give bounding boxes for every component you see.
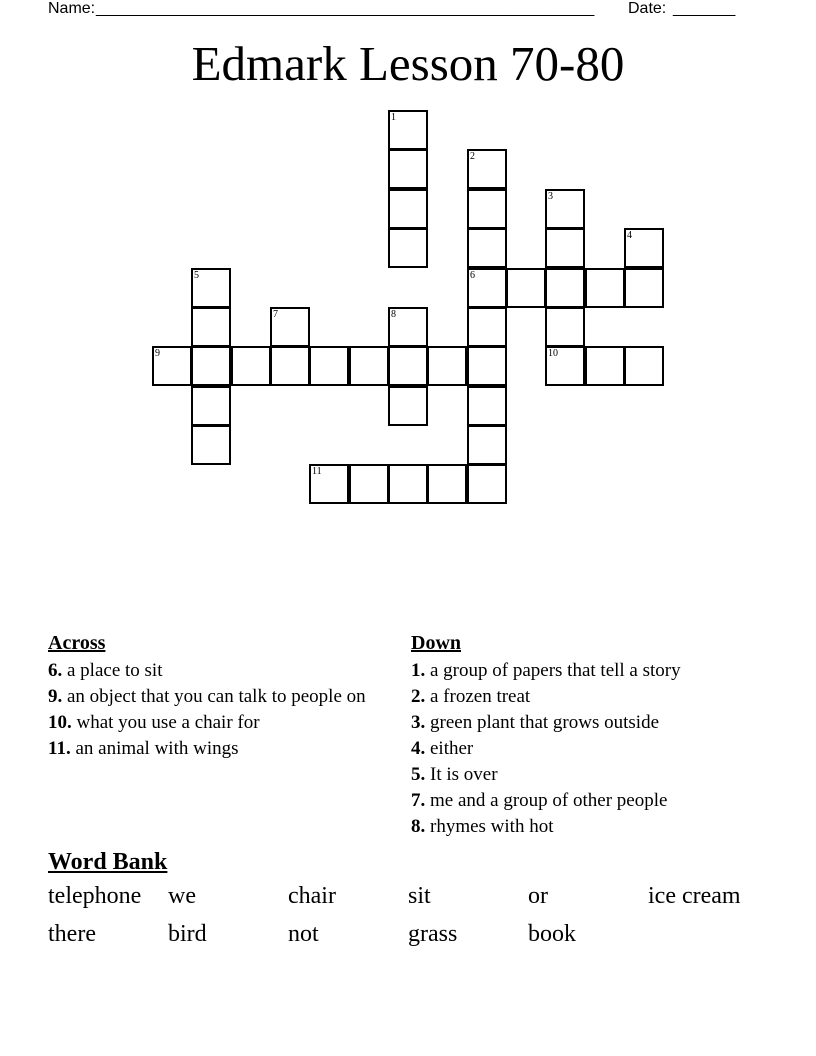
- across-clue: [48, 738, 368, 759]
- crossword-cell[interactable]: [467, 346, 507, 386]
- down-clue: [411, 686, 791, 707]
- clue-number: 10: [548, 348, 558, 359]
- word-bank-item: chair: [288, 883, 336, 909]
- crossword-cell[interactable]: [349, 464, 389, 504]
- clue-number: 7: [273, 309, 278, 320]
- clue-number: 8: [391, 309, 396, 320]
- date-field[interactable]: _______: [673, 0, 736, 17]
- clue-number: 9: [155, 348, 160, 359]
- crossword-cell[interactable]: [191, 386, 231, 426]
- page-title: Edmark Lesson 70-80: [191, 36, 625, 91]
- crossword-cell[interactable]: [349, 346, 389, 386]
- crossword-cell[interactable]: [467, 189, 507, 229]
- word-bank-title: Word Bank: [48, 849, 168, 875]
- word-bank-item: book: [528, 921, 576, 947]
- crossword-cell[interactable]: [427, 464, 467, 504]
- clue-text: a group of papers that tell a story: [430, 660, 681, 681]
- crossword-cell[interactable]: [388, 307, 428, 347]
- clue-text: me and a group of other people: [430, 790, 668, 811]
- crossword-cell[interactable]: [624, 346, 664, 386]
- clue-text: rhymes with hot: [430, 816, 554, 837]
- word-bank-item: not: [288, 921, 319, 947]
- crossword-cell[interactable]: [388, 346, 428, 386]
- crossword-cell[interactable]: [545, 346, 585, 386]
- crossword-cell[interactable]: [270, 307, 310, 347]
- across-clue: [48, 686, 368, 707]
- clue-text: an object that you can talk to people on: [67, 686, 366, 707]
- clue-number: 4: [627, 230, 632, 241]
- down-clue-list: [411, 660, 791, 842]
- clue-num: 7.: [411, 790, 426, 811]
- crossword-cell[interactable]: [388, 228, 428, 268]
- word-bank-item: there: [48, 921, 96, 947]
- crossword-cell[interactable]: [624, 228, 664, 268]
- down-clue: [411, 816, 791, 837]
- crossword-cell[interactable]: [388, 110, 428, 150]
- down-clue: [411, 660, 791, 681]
- clue-text: It is over: [430, 764, 498, 785]
- word-bank: [48, 882, 768, 948]
- word-bank-item: ice cream: [648, 883, 741, 909]
- name-field[interactable]: ________________________________________________________: [96, 0, 595, 17]
- crossword-cell[interactable]: [467, 464, 507, 504]
- word-bank-item: bird: [168, 921, 207, 947]
- crossword-cell[interactable]: [545, 189, 585, 229]
- crossword-cell[interactable]: [467, 386, 507, 426]
- clue-number: 11: [312, 466, 322, 477]
- clue-num: 6.: [48, 660, 63, 681]
- crossword-cell[interactable]: [231, 346, 271, 386]
- across-heading: Across: [48, 632, 106, 654]
- crossword-cell[interactable]: [545, 307, 585, 347]
- down-clue: [411, 790, 791, 811]
- crossword-cell[interactable]: [467, 228, 507, 268]
- clue-num: 1.: [411, 660, 426, 681]
- crossword-cell[interactable]: [191, 346, 231, 386]
- clue-text: green plant that grows outside: [430, 712, 660, 733]
- across-clue: [48, 712, 368, 733]
- word-bank-item: or: [528, 883, 548, 909]
- crossword-cell[interactable]: [388, 386, 428, 426]
- clue-num: 10.: [48, 712, 72, 733]
- clue-text: what you use a chair for: [76, 712, 260, 733]
- clue-num: 2.: [411, 686, 426, 707]
- clue-num: 9.: [48, 686, 63, 707]
- word-bank-item: we: [168, 883, 196, 909]
- crossword-cell[interactable]: [624, 268, 664, 308]
- clue-number: 3: [548, 191, 553, 202]
- across-clue-list: [48, 660, 368, 764]
- date-label: Date:: [628, 0, 667, 17]
- name-label: Name:: [48, 0, 96, 17]
- crossword-cell[interactable]: [270, 346, 310, 386]
- word-bank-item: grass: [408, 921, 458, 947]
- word-bank-item: telephone: [48, 883, 142, 909]
- crossword-cell[interactable]: [467, 268, 507, 308]
- crossword-cell[interactable]: [152, 346, 192, 386]
- clue-num: 11.: [48, 738, 71, 759]
- crossword-cell[interactable]: [585, 268, 625, 308]
- clue-num: 5.: [411, 764, 426, 785]
- clue-number: 5: [194, 270, 199, 281]
- clue-num: 8.: [411, 816, 426, 837]
- crossword-cell[interactable]: [467, 425, 507, 465]
- clue-num: 3.: [411, 712, 426, 733]
- crossword-cell[interactable]: [388, 189, 428, 229]
- clue-number: 1: [391, 112, 396, 123]
- crossword-cell[interactable]: [467, 307, 507, 347]
- crossword-cell[interactable]: [191, 425, 231, 465]
- crossword-cell[interactable]: [388, 464, 428, 504]
- clue-text: a frozen treat: [430, 686, 531, 707]
- crossword-cell[interactable]: [191, 268, 231, 308]
- crossword-cell[interactable]: [545, 228, 585, 268]
- clue-number: 6: [470, 270, 475, 281]
- crossword-cell[interactable]: [427, 346, 467, 386]
- clue-num: 4.: [411, 738, 426, 759]
- clue-text: an animal with wings: [75, 738, 239, 759]
- crossword-cell[interactable]: [309, 346, 349, 386]
- down-heading: Down: [411, 632, 462, 654]
- crossword-cell[interactable]: [467, 149, 507, 189]
- crossword-cell[interactable]: [506, 268, 546, 308]
- crossword-cell[interactable]: [585, 346, 625, 386]
- clue-number: 2: [470, 151, 475, 162]
- across-clue: [48, 660, 368, 681]
- crossword-cell[interactable]: [388, 149, 428, 189]
- down-clue: [411, 712, 791, 733]
- crossword-cell[interactable]: [191, 307, 231, 347]
- clue-text: a place to sit: [67, 660, 163, 681]
- crossword-cell[interactable]: [309, 464, 349, 504]
- crossword-cell[interactable]: [545, 268, 585, 308]
- down-clue: [411, 764, 791, 785]
- crossword-grid: [0, 0, 816, 520]
- word-bank-item: sit: [408, 883, 431, 909]
- clue-text: either: [430, 738, 474, 759]
- down-clue: [411, 738, 791, 759]
